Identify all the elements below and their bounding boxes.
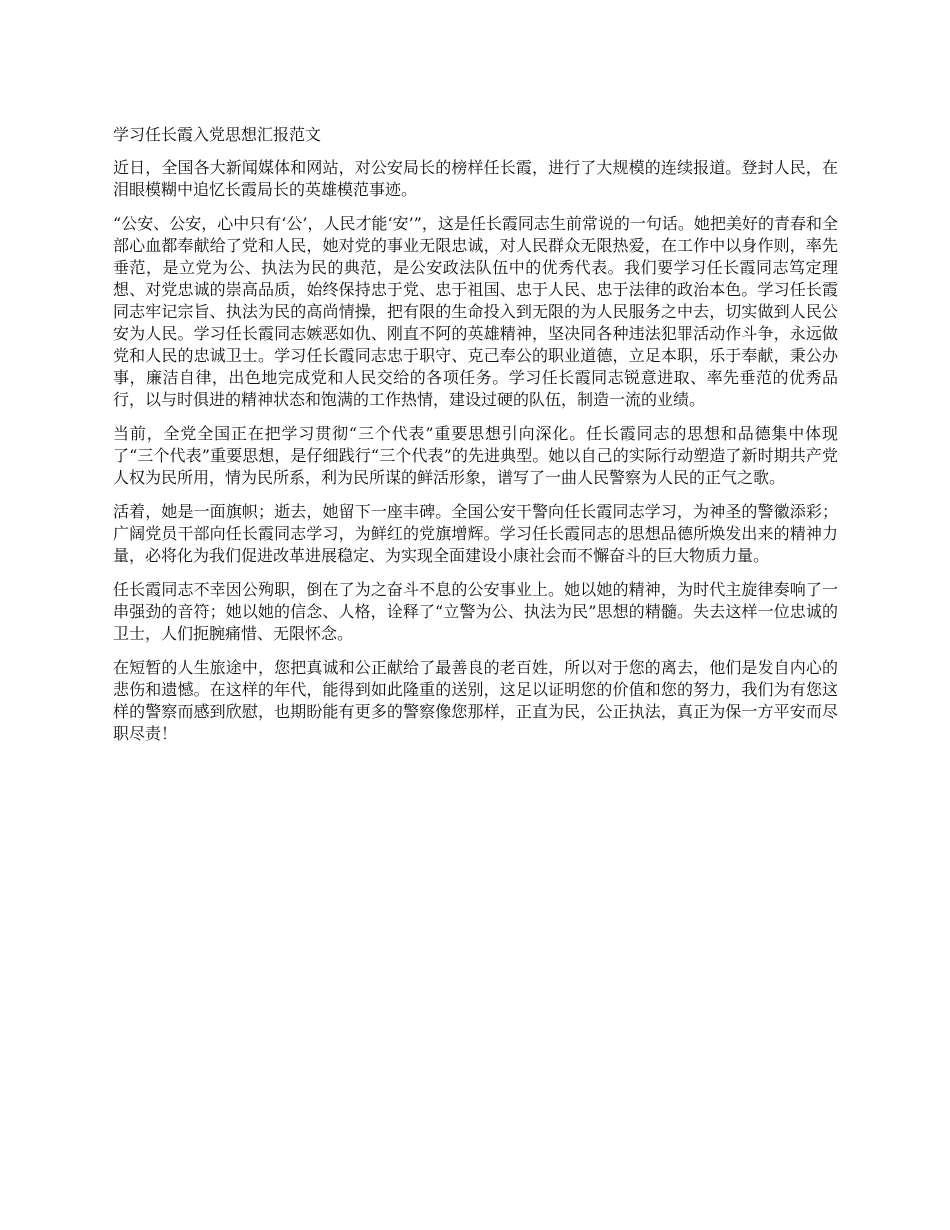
paragraph-intro: 近日，全国各大新闻媒体和网站，对公安局长的榜样任长霞，进行了大规模的连续报道。登封人民，在泪眼模糊中追忆长霞局长的英雄模范事迹。 bbox=[113, 158, 838, 199]
paragraph-sacrifice: 任长霞同志不幸因公殉职，倒在了为之奋斗不息的公安事业上。她以她的精神，为时代主旋律奏响了一串强劲的音符；她以她的信念、人格，诠释了“立警为公、执法为民”思想的精髓。失去这样一位忠诚的卫士，人们扼腕痛惜、无限怀念。 bbox=[113, 580, 838, 643]
paragraph-closing: 在短暂的人生旅途中，您把真诚和公正献给了最善良的老百姓，所以对于您的离去，他们是发自内心的悲伤和遗憾。在这样的年代，能得到如此隆重的送别，这足以证明您的价值和您的努力，我们为有您这样的警察而感到欣慰，也期盼能有更多的警察像您那样，正直为民，公正执法，真正为保一方平安而尽职尽责！ bbox=[113, 658, 838, 743]
paragraph-banner: 活着，她是一面旗帜；逝去，她留下一座丰碑。全国公安干警向任长霞同志学习，为神圣的警徽添彩；广阔党员干部向任长霞同志学习，为鲜红的党旗增辉。学习任长霞同志的思想品德所焕发出来的精神力量，必将化为我们促进改革进展稳定、为实现全面建设小康社会而不懈奋斗的巨大物质力量。 bbox=[113, 502, 838, 565]
document-page bbox=[113, 124, 838, 757]
document-title: 学习任长霞入党思想汇报范文 bbox=[113, 125, 322, 144]
paragraph-three-represents: 当前，全党全国正在把学习贯彻“三个代表”重要思想引向深化。任长霞同志的思想和品德集中体现了“三个代表”重要思想，是仔细践行“三个代表”的先进典型。她以自己的实际行动塑造了新时期共产党人权为民所用，情为民所系，利为民所谋的鲜活形象，谱写了一曲人民警察为人民的正气之歌。 bbox=[113, 424, 838, 487]
paragraph-qualities: “公安、公安，心中只有‘公’，人民才能‘安’”，这是任长霞同志生前常说的一句话。她把美好的青春和全部心血都奉献给了党和人民，她对党的事业无限忠诚，对人民群众无限热爱，在工作中以身作则，率先垂范，是立党为公、执法为民的典范，是公安政法队伍中的优秀代表。我们要学习任长霞同志笃定理想、对党忠诚的崇高品质，始终保持忠于党、忠于祖国、忠于人民、忠于法律的政治本色。学习任长霞同志牢记宗旨、执法为民的高尚情操，把有限的生命投入到无限的为人民服务之中去，切实做到人民公安为人民。学习任长霞同志嫉恶如仇、刚直不阿的英雄精神，坚决同各种违法犯罪活动作斗争，永远做党和人民的忠诚卫士。学习任长霞同志忠于职守、克己奉公的职业道德，立足本职，乐于奉献，秉公办事，廉洁自律，出色地完成党和人民交给的各项任务。学习任长霞同志锐意进取、率先垂范的优秀品行，以与时俱进的精神状态和饱满的工作热情，建设过硬的队伍，制造一流的业绩。 bbox=[113, 214, 838, 409]
